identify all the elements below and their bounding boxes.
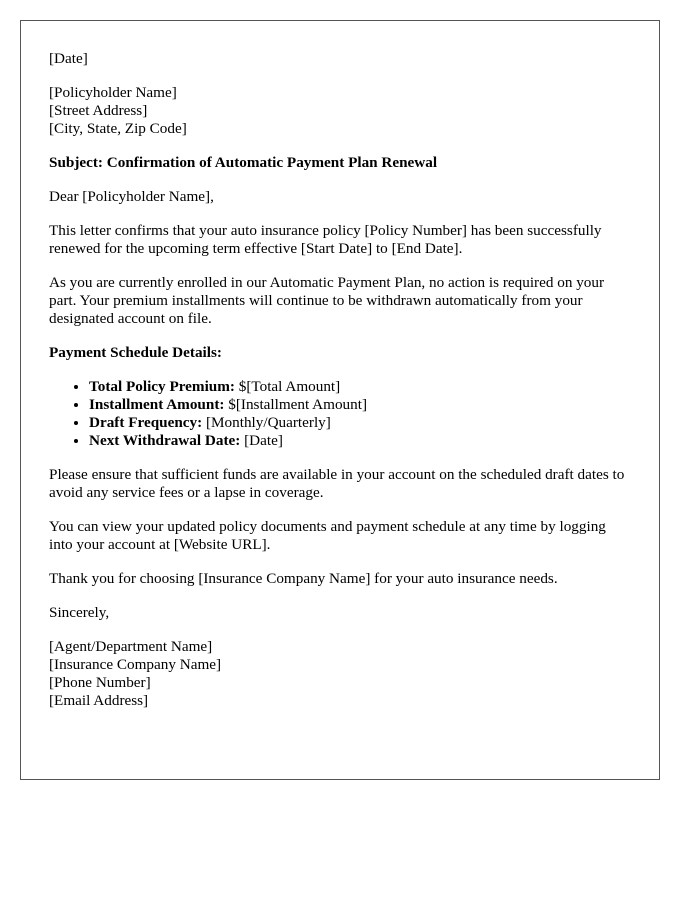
renewal-confirmation-paragraph: This letter confirms that your auto insurance policy [Policy Number] has been successfully renewed for the upcoming term effective [Start Date] to [End Date]. [49, 222, 602, 257]
list-item-value: $[Total Amount] [234, 378, 341, 395]
signature-email: [Email Address] [49, 692, 149, 709]
thank-you-paragraph: Thank you for choosing [Insurance Company Name] for your auto insurance needs. [49, 570, 558, 587]
payment-schedule-heading: Payment Schedule Details: [49, 344, 222, 361]
list-item-label: Installment Amount: [89, 396, 225, 413]
list-item-label: Total Policy Premium: [89, 378, 235, 395]
list-item-label: Draft Frequency: [89, 414, 203, 431]
list-item [89, 414, 631, 432]
recipient-address [49, 84, 631, 138]
letter-salutation: Dear [Policyholder Name], [49, 188, 214, 205]
signature-company: [Insurance Company Name] [49, 656, 222, 673]
recipient-name: [Policyholder Name] [49, 84, 177, 101]
recipient-city-state-zip: [City, State, Zip Code] [49, 120, 187, 137]
letter-date: [Date] [49, 50, 88, 67]
signature-phone: [Phone Number] [49, 674, 151, 691]
list-item-label: Next Withdrawal Date: [89, 432, 241, 449]
signature-block [49, 638, 631, 710]
list-item [89, 396, 631, 414]
list-item [89, 432, 631, 450]
sufficient-funds-paragraph: Please ensure that sufficient funds are available in your account on the scheduled draft dates to avoid any service fees or a lapse in coverage. [49, 466, 625, 501]
list-item [89, 378, 631, 396]
recipient-street: [Street Address] [49, 102, 148, 119]
letter-page [20, 20, 660, 780]
list-item-value: [Monthly/Quarterly] [202, 414, 331, 431]
payment-schedule-list [49, 378, 631, 450]
letter-subject: Subject: Confirmation of Automatic Payment Plan Renewal [49, 154, 438, 171]
list-item-value: [Date] [240, 432, 283, 449]
signature-agent: [Agent/Department Name] [49, 638, 213, 655]
letter-closing: Sincerely, [49, 604, 110, 621]
view-documents-paragraph: You can view your updated policy documents and payment schedule at any time by logging into your account at [Website URL]. [49, 518, 606, 553]
list-item-value: $[Installment Amount] [224, 396, 368, 413]
automatic-payment-paragraph: As you are currently enrolled in our Automatic Payment Plan, no action is required on your part. Your premium installments will continue to be withdrawn automatically from your designated account on file. [49, 274, 605, 327]
